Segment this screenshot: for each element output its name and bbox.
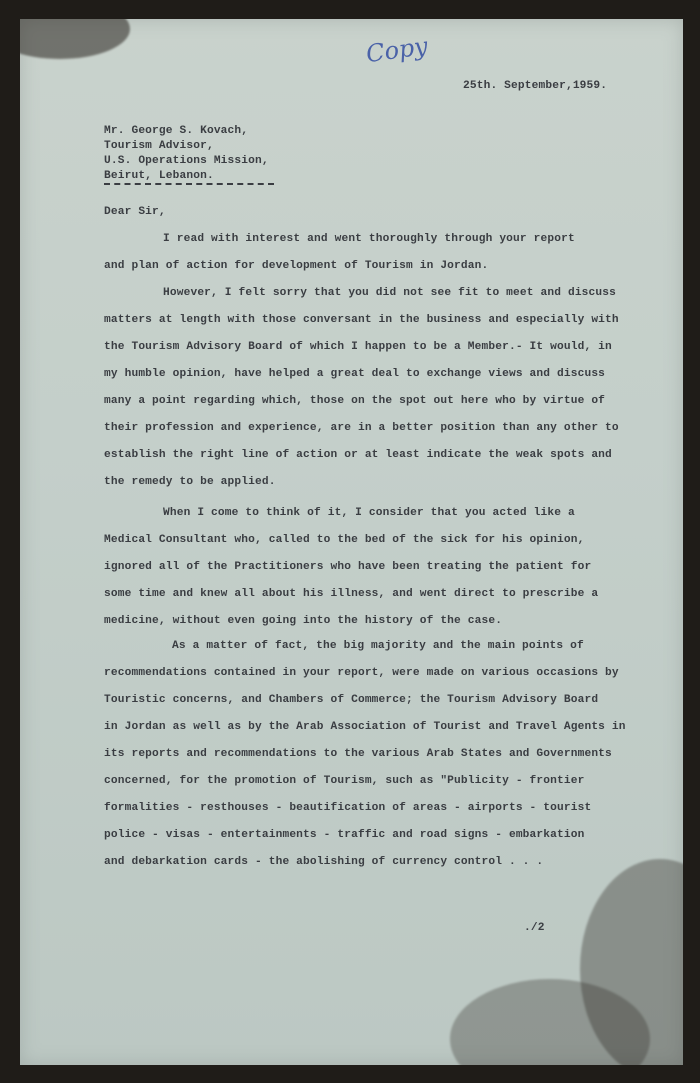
body-line: in Jordan as well as by the Arab Association of Tourist and Travel Agents in bbox=[104, 721, 626, 733]
body-line: ignored all of the Practitioners who have been treating the patient for bbox=[104, 561, 592, 573]
body-line: and plan of action for development of Tourism in Jordan. bbox=[104, 260, 489, 272]
body-line: the Tourism Advisory Board of which I happen to be a Member.- It would, in bbox=[104, 341, 612, 353]
body-line: matters at length with those conversant in the business and especially with bbox=[104, 314, 619, 326]
body-line: Touristic concerns, and Chambers of Commerce; the Tourism Advisory Board bbox=[104, 694, 599, 706]
body-line: As a matter of fact, the big majority and the main points of bbox=[172, 640, 584, 652]
body-line: formalities - resthouses - beautification of areas - airports - tourist bbox=[104, 802, 592, 814]
letter-date: 25th. September,1959. bbox=[463, 80, 608, 92]
body-line: concerned, for the promotion of Tourism, such as "Publicity - frontier bbox=[104, 775, 585, 787]
recipient-line: U.S. Operations Mission, bbox=[104, 155, 269, 167]
address-underline bbox=[104, 183, 274, 185]
body-line: some time and knew all about his illness, and went direct to prescribe a bbox=[104, 588, 599, 600]
body-line: I read with interest and went thoroughly through your report bbox=[163, 233, 575, 245]
body-line: many a point regarding which, those on the spot out here who by virtue of bbox=[104, 395, 606, 407]
body-line: However, I felt sorry that you did not see fit to meet and discuss bbox=[163, 287, 616, 299]
body-line: establish the right line of action or at least indicate the weak spots and bbox=[104, 449, 612, 461]
recipient-line: Tourism Advisor, bbox=[104, 140, 214, 152]
recipient-line: Mr. George S. Kovach, bbox=[104, 125, 249, 137]
body-line: police - visas - entertainments - traffic and road signs - embarkation bbox=[104, 829, 585, 841]
body-line: its reports and recommendations to the various Arab States and Governments bbox=[104, 748, 612, 760]
body-line: the remedy to be applied. bbox=[104, 476, 276, 488]
paper-stain bbox=[20, 19, 130, 59]
body-line: recommendations contained in your report, were made on various occasions by bbox=[104, 667, 619, 679]
recipient-line: Beirut, Lebanon. bbox=[104, 170, 214, 182]
handwritten-copy-note: Copy bbox=[364, 31, 430, 69]
body-line: Medical Consultant who, called to the bed of the sick for his opinion, bbox=[104, 534, 585, 546]
page-continuation-marker: ./2 bbox=[524, 922, 545, 934]
body-line: When I come to think of it, I consider that you acted like a bbox=[163, 507, 575, 519]
body-line: my humble opinion, have helped a great deal to exchange views and discuss bbox=[104, 368, 606, 380]
body-line: medicine, without even going into the history of the case. bbox=[104, 615, 503, 627]
salutation: Dear Sir, bbox=[104, 206, 166, 218]
body-line: and debarkation cards - the abolishing of currency control . . . bbox=[104, 856, 544, 868]
body-line: their profession and experience, are in a better position than any other to bbox=[104, 422, 619, 434]
